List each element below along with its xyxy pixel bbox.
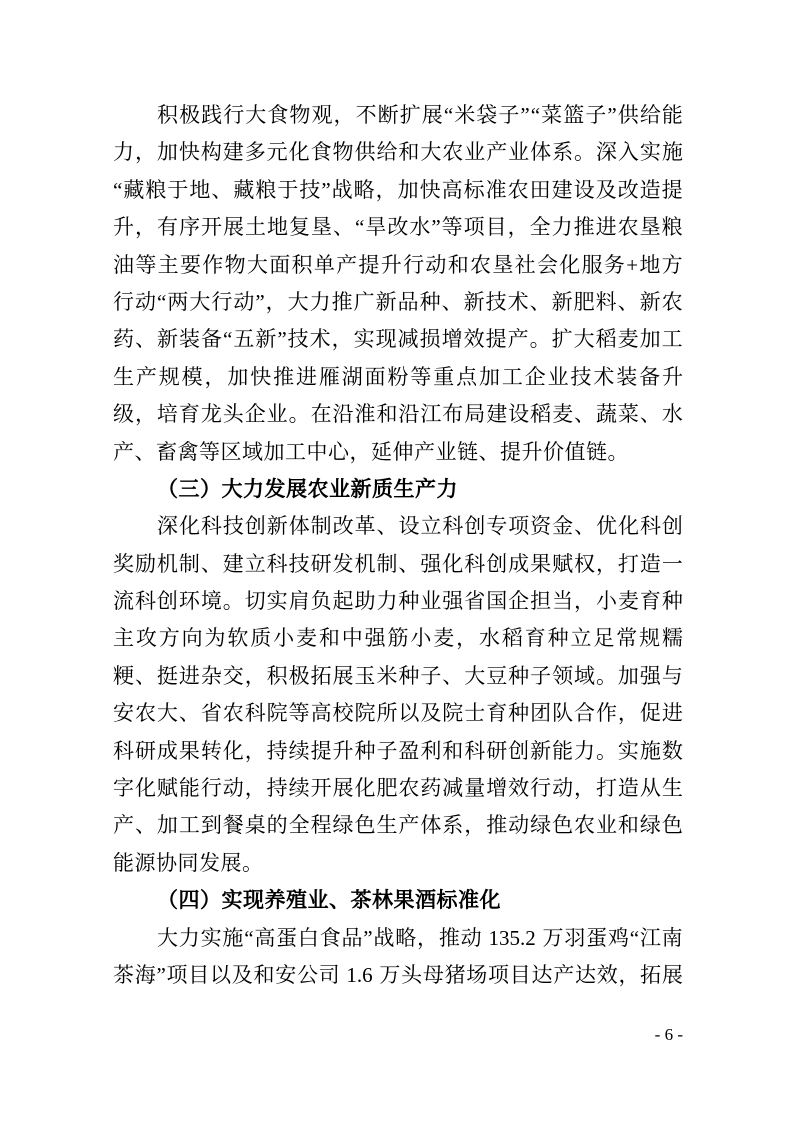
text-line: 产 、 加 工 到 餐 桌 的 全 程 绿 色 生 产 体 系 ， 推 动 绿 色 农 业 和 绿 色 [113, 813, 683, 838]
text-line: 生 产 规 模 ， 加 快 推 进 雁 湖 面 粉 等 重 点 加 工 企 业 技 术 装 备 升 [113, 364, 683, 389]
text-line: 油 等 主 要 作 物 大 面 积 单 产 提 升 行 动 和 农 垦 社 会 化 服 务 + 地 方 [113, 252, 683, 277]
text-line: 科 研 成 果 转 化 ， 持 续 提 升 种 子 盈 利 和 科 研 创 新 能 力 。 实 施 数 [113, 738, 683, 763]
text-line: 药 、 新 装 备 “ 五 新 ” 技 术 ， 实 现 减 损 增 效 提 产 。 扩 大 稻 麦 加 工 [113, 327, 683, 352]
text-line: 升 ， 有 序 开 展 土 地 复 垦 、 “ 旱 改 水 ” 等 项 目 ， 全 力 推 进 农 垦 粮 [113, 215, 683, 240]
section-heading: （三）大力发展农业新质生产力 [157, 476, 458, 501]
text-line: 安 农 大 、 省 农 科 院 等 高 校 院 所 以 及 院 士 育 种 团 队 合 作 ， 促 进 [113, 701, 683, 726]
text-line: 深 化 科 技 创 新 体 制 改 革 、 设 立 科 创 专 项 资 金 、 优 化 科 创 [157, 514, 683, 539]
text-line: 流 科 创 环 境 。 切 实 肩 负 起 助 力 种 业 强 省 国 企 担 当 ， 小 麦 育 种 [113, 589, 683, 614]
page-number: - 6 - [654, 1025, 683, 1044]
section-heading: （四）实现养殖业、茶林果酒标准化 [157, 888, 501, 913]
text-line: 粳 、 挺 进 杂 交 ， 积 极 拓 展 玉 米 种 子 、 大 豆 种 子 领 域 。 加 强 与 [113, 663, 683, 688]
text-line: 奖 励 机 制 、 建 立 科 技 研 发 机 制 、 强 化 科 创 成 果 赋 权 ， 打 造 一 [113, 551, 683, 576]
text-line: 茶 海 ” 项 目 以 及 和 安 公 司 1.6 万 头 母 猪 场 项 目 达 产 达 效 ， 拓 展 [113, 962, 683, 987]
text-line: 大 力 实 施 “ 高 蛋 白 食 品 ” 战 略 ， 推 动 135.2 万 羽 蛋 鸡 “ 江 南 [157, 925, 683, 950]
text-line: 级 ， 培 育 龙 头 企 业 。 在 沿 淮 和 沿 江 布 局 建 设 稻 麦 、 蔬 菜 、 水 [113, 402, 683, 427]
text-line: 字 化 赋 能 行 动 ， 持 续 开 展 化 肥 农 药 减 量 增 效 行 动 ， 打 造 从 生 [113, 776, 683, 801]
document-lines [113, 97, 683, 994]
text-line: “ 藏 粮 于 地 、 藏 粮 于 技 ” 战 略 ， 加 快 高 标 准 农 田 建 设 及 改 造 提 [113, 177, 683, 202]
text-line: 行 动 “ 两 大 行 动 ” ， 大 力 推 广 新 品 种 、 新 技 术 、 新 肥 料 、 新 农 [113, 289, 683, 314]
text-line: 积 极 践 行 大 食 物 观 ， 不 断 扩 展 “ 米 袋 子 ” “ 菜 篮 子 ” 供 给 能 [157, 103, 683, 127]
text-line: 产、畜禽等区域加工中心，延伸产业链、提升价值链。 [113, 439, 629, 464]
text-line: 能源协同发展。 [113, 850, 264, 875]
text-line: 力 ， 加 快 构 建 多 元 化 食 物 供 给 和 大 农 业 产 业 体 系 。 深 入 实 施 [113, 140, 683, 165]
text-line: 主 攻 方 向 为 软 质 小 麦 和 中 强 筋 小 麦 ， 水 稻 育 种 立 足 常 规 糯 [113, 626, 683, 651]
